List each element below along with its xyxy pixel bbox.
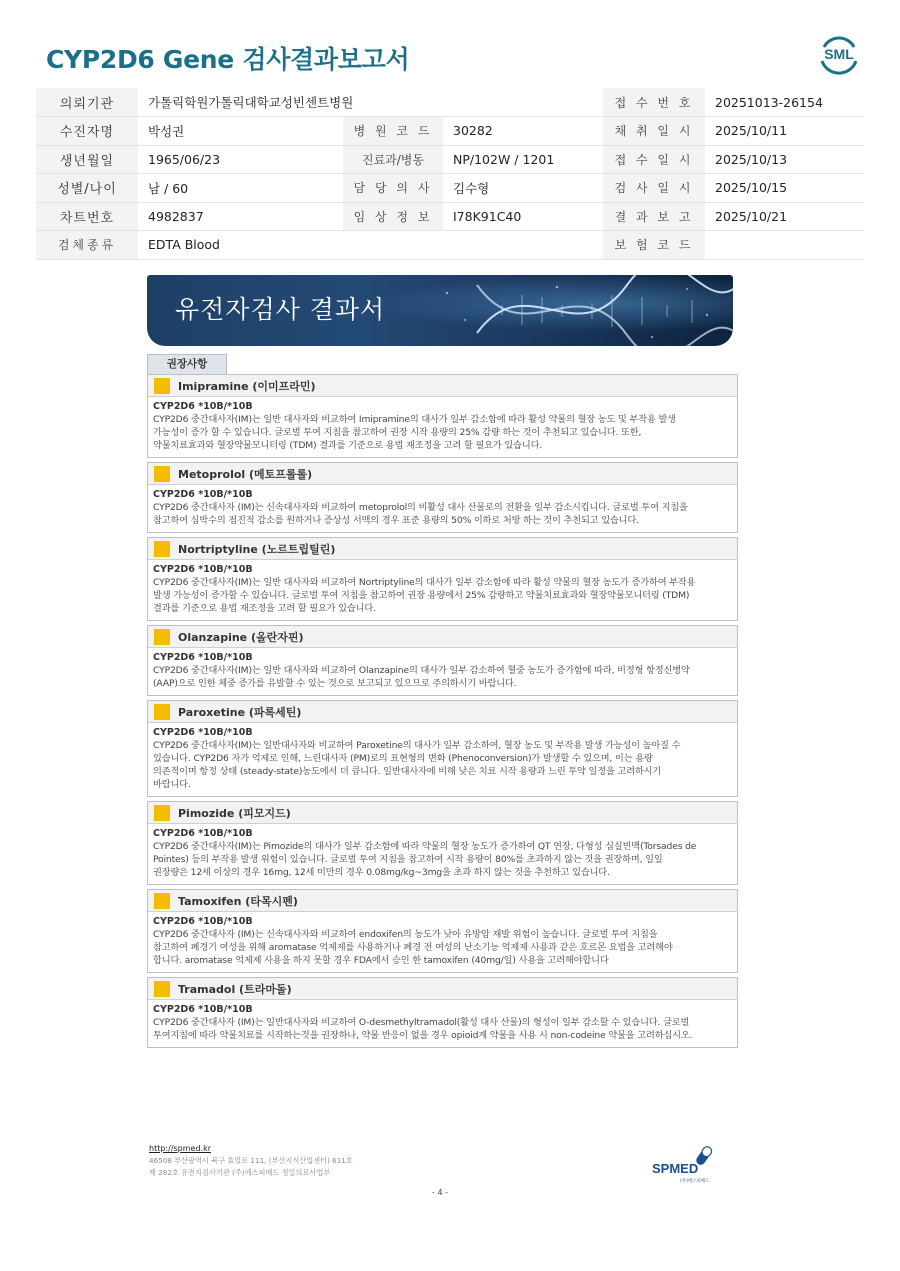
drug-card-paroxetine [147,700,738,797]
drug-card-olanzapine [147,625,738,696]
genotype: CYP2D6 *10B/*10B [153,564,253,575]
yellow-square-icon [154,704,170,720]
drug-card-tamoxifen [147,889,738,973]
drug-header [148,802,737,824]
info-label: 병 원 코 드 [343,117,443,146]
info-value: EDTA Blood [138,231,603,260]
desc-line: 참고하여 심박수의 점진적 감소를 원하거나 증상성 서맥의 경우 표준 용량의 50% 이하로 처방 하는 것이 추천되고 있습니다. [153,515,639,526]
info-label: 진료과/병동 [343,145,443,174]
info-row [36,117,864,146]
desc-line: 바랍니다. [153,779,191,790]
drug-card-pimozide [147,801,738,885]
info-label: 임 상 정 보 [343,202,443,231]
drug-header [148,701,737,723]
desc-line: 참고하여 폐경기 여성을 위해 aromatase 억제제를 사용하거나 폐경 전 여성의 난소기능 억제제 사용과 같은 호르몬 요법을 고려해야 [153,942,673,953]
footer-address: 46508 부산광역시 북구 효열로 111, (부산지식산업센터) 611호 [149,1156,353,1165]
sml-logo-text: SML [824,46,854,62]
desc-line: CYP2D6 중간대사자(IM)는 일반 대사자와 비교하여 Olanzapine의 대사가 일부 감소하여 혈중 농도가 증가함에 따라, 비정형 항정신병약 [153,665,690,676]
info-value: 김수형 [443,174,603,203]
spmed-logo-text: SPMED [652,1161,699,1176]
yellow-square-icon [154,893,170,909]
desc-line: 가능성이 증가 할 수 있습니다. 글로벌 투여 지침을 참고하여 권장 시작 용량의 25% 감량 하는 것이 추천되고 있습니다. 또한, [153,427,642,438]
desc-line: 투여지침에 따라 약물치료를 시작하는것을 권장하나, 약물 반응이 없을 경우 opioid계 약물을 사용 시 non-codeine 약물을 고려하십시오. [153,1030,693,1041]
info-label: 검 사 일 시 [603,174,705,203]
drug-header [148,463,737,485]
info-value: 남 / 60 [138,174,343,203]
info-value: 박성권 [138,117,343,146]
yellow-square-icon [154,378,170,394]
patient-info-table [36,88,864,260]
desc-line: Pointes) 등의 부작용 발생 위험이 있습니다. 글로벌 투여 지침을 참고하여 시작 용량이 80%를 초과하지 않는 것을 권장하며, 일일 [153,854,663,865]
yellow-square-icon [154,981,170,997]
drug-name: Pimozide (피모지드) [178,807,291,820]
result-banner [147,275,733,346]
info-label: 결 과 보 고 [603,202,705,231]
info-row [36,231,864,260]
info-label: 의뢰기관 [36,88,138,117]
info-label: 수진자명 [36,117,138,146]
page-title: CYP2D6 Gene 검사결과보고서 [46,45,410,74]
desc-line: CYP2D6 중간대사자(IM)는 일반대사자와 비교하여 Paroxetine의 대사가 일부 감소하여, 혈장 농도 및 부작용 발생 가능성이 높아질 수 [153,740,681,751]
drug-name: Paroxetine (파록세틴) [178,706,302,719]
info-row [36,88,864,117]
info-row [36,174,864,203]
drug-header [148,978,737,1000]
genotype: CYP2D6 *10B/*10B [153,652,253,663]
desc-line: 결과를 기준으로 용법 재조정을 고려 할 필요가 있습니다. [153,603,376,614]
spmed-logo [650,1143,732,1183]
desc-line: CYP2D6 중간대사자(IM)는 Pimozide의 대사가 일부 감소함에 따라 약물의 혈장 농도가 증가하여 QT 연장, 다형성 심실빈맥(Torsades de [153,841,697,852]
drug-header [148,626,737,648]
drug-card-nortriptyline [147,537,738,621]
info-row [36,145,864,174]
info-value: I78K91C40 [443,202,603,231]
drug-header [148,890,737,912]
info-label: 차트번호 [36,202,138,231]
info-label: 담 당 의 사 [343,174,443,203]
page-number: - 4 - [432,1188,448,1197]
drug-name: Tramadol (트라마돌) [178,983,292,996]
footer-website-link[interactable]: http://spmed.kr [149,1144,212,1153]
info-value: NP/102W / 1201 [443,145,603,174]
desc-line: CYP2D6 중간대사자(IM)는 일반 대사자와 비교하여 Nortriptyline의 대사가 일부 감소함에 따라 활성 약물의 혈장 농도가 증가하여 부작용 [153,577,696,588]
drug-header [148,538,737,560]
genotype: CYP2D6 *10B/*10B [153,401,253,412]
info-value: 2025/10/15 [705,174,864,203]
info-value [705,231,864,260]
footer-registration: 제 282호 유전자검사기관 (주)에스피메드 정밀의료사업부 [149,1168,331,1177]
info-row [36,202,864,231]
info-value: 20251013-26154 [705,88,864,117]
drug-card-metoprolol [147,462,738,533]
spmed-logo-subtext: (주)에스피메드 [680,1179,710,1183]
recommendation-tab: 권장사항 [147,354,227,374]
genotype: CYP2D6 *10B/*10B [153,828,253,839]
yellow-square-icon [154,466,170,482]
yellow-square-icon [154,541,170,557]
desc-line: 약물치료효과와 혈장약물모니터링 (TDM) 결과를 기준으로 용법 재조정을 고려 할 필요가 있습니다. [153,440,543,451]
info-value: 30282 [443,117,603,146]
desc-line: (AAP)으로 인한 체중 증가를 유발할 수 있는 것으로 보고되고 있으므로 주의하시기 바랍니다. [153,678,517,689]
drug-name: Metoprolol (메토프롤롤) [178,468,313,481]
drug-name: Tamoxifen (타목시펜) [178,895,298,908]
info-value: 2025/10/21 [705,202,864,231]
info-label: 접 수 번 호 [603,88,705,117]
drug-card-imipramine [147,374,738,458]
desc-line: 권장량은 12세 이상의 경우 16mg, 12세 미만의 경우 0.08mg/kg~3mg을 초과 하지 않는 것을 추천하고 있습니다. [153,867,610,878]
desc-line: CYP2D6 중간대사자(IM)는 일반 대사자와 비교하여 Imipramine의 대사가 일부 감소함에 따라 활성 약물의 혈장 농도 및 부작용 발생 [153,414,676,425]
genotype: CYP2D6 *10B/*10B [153,727,253,738]
banner-title: 유전자검사 결과서 [175,295,386,324]
drug-name: Nortriptyline (노르트립틸린) [178,543,336,556]
info-label: 검체종류 [36,231,138,260]
info-label: 채 취 일 시 [603,117,705,146]
info-label: 생년월일 [36,145,138,174]
drug-name: Olanzapine (올란자핀) [178,631,304,644]
sml-logo [816,31,862,77]
info-value: 가톨릭학원가톨릭대학교성빈센트병원 [138,88,603,117]
desc-line: 의존적이며 항정 상태 (steady-state)농도에서 더 큽니다. 일반대사자에 비해 낮은 치료 시작 용량과 느린 투약 일정을 고려하시기 [153,766,662,777]
yellow-square-icon [154,805,170,821]
drug-name: Imipramine (이미프라민) [178,380,316,393]
info-label: 접 수 일 시 [603,145,705,174]
info-value: 2025/10/13 [705,145,864,174]
desc-line: 발생 가능성이 증가할 수 있습니다. 글로벌 투여 지침을 참고하여 권장 용량에서 25% 감량하고 약물치료효과와 혈장약물모니터링 (TDM) [153,590,690,601]
drug-card-tramadol [147,977,738,1048]
info-label: 성별/나이 [36,174,138,203]
genotype: CYP2D6 *10B/*10B [153,489,253,500]
info-value: 4982837 [138,202,343,231]
genotype: CYP2D6 *10B/*10B [153,916,253,927]
yellow-square-icon [154,629,170,645]
info-value: 1965/06/23 [138,145,343,174]
desc-line: CYP2D6 중간대사자 (IM)는 신속대사자와 비교하여 endoxifen의 농도가 낮아 유방암 재발 위험이 높습니다. 글로벌 투여 지침을 [153,929,658,940]
desc-line: CYP2D6 중간대사자 (IM)는 일반대사자와 비교하여 O-desmethyltramadol(활성 대사 산물)의 형성이 일부 감소할 수 있습니다. 글로벌 [153,1017,690,1028]
desc-line: 합니다. aromatase 억제제 사용을 하지 못할 경우 FDA에서 승인 한 tamoxifen (40mg/일) 사용을 고려해야합니다 [153,955,609,966]
info-label: 보 험 코 드 [603,231,705,260]
desc-line: CYP2D6 중간대사자 (IM)는 신속대사자와 비교하여 metoprolol의 비활성 대사 산물로의 전환을 일부 감소시킵니다. 글로벌 투여 지침을 [153,502,688,513]
desc-line: 있습니다. CYP2D6 자가 억제로 인해, 느린대사자 (PM)로의 표현형의 변화 (Phenoconversion)가 발생할 수 있으며, 이는 용량 [153,753,653,764]
info-value: 2025/10/11 [705,117,864,146]
drug-header [148,375,737,397]
genotype: CYP2D6 *10B/*10B [153,1004,253,1015]
